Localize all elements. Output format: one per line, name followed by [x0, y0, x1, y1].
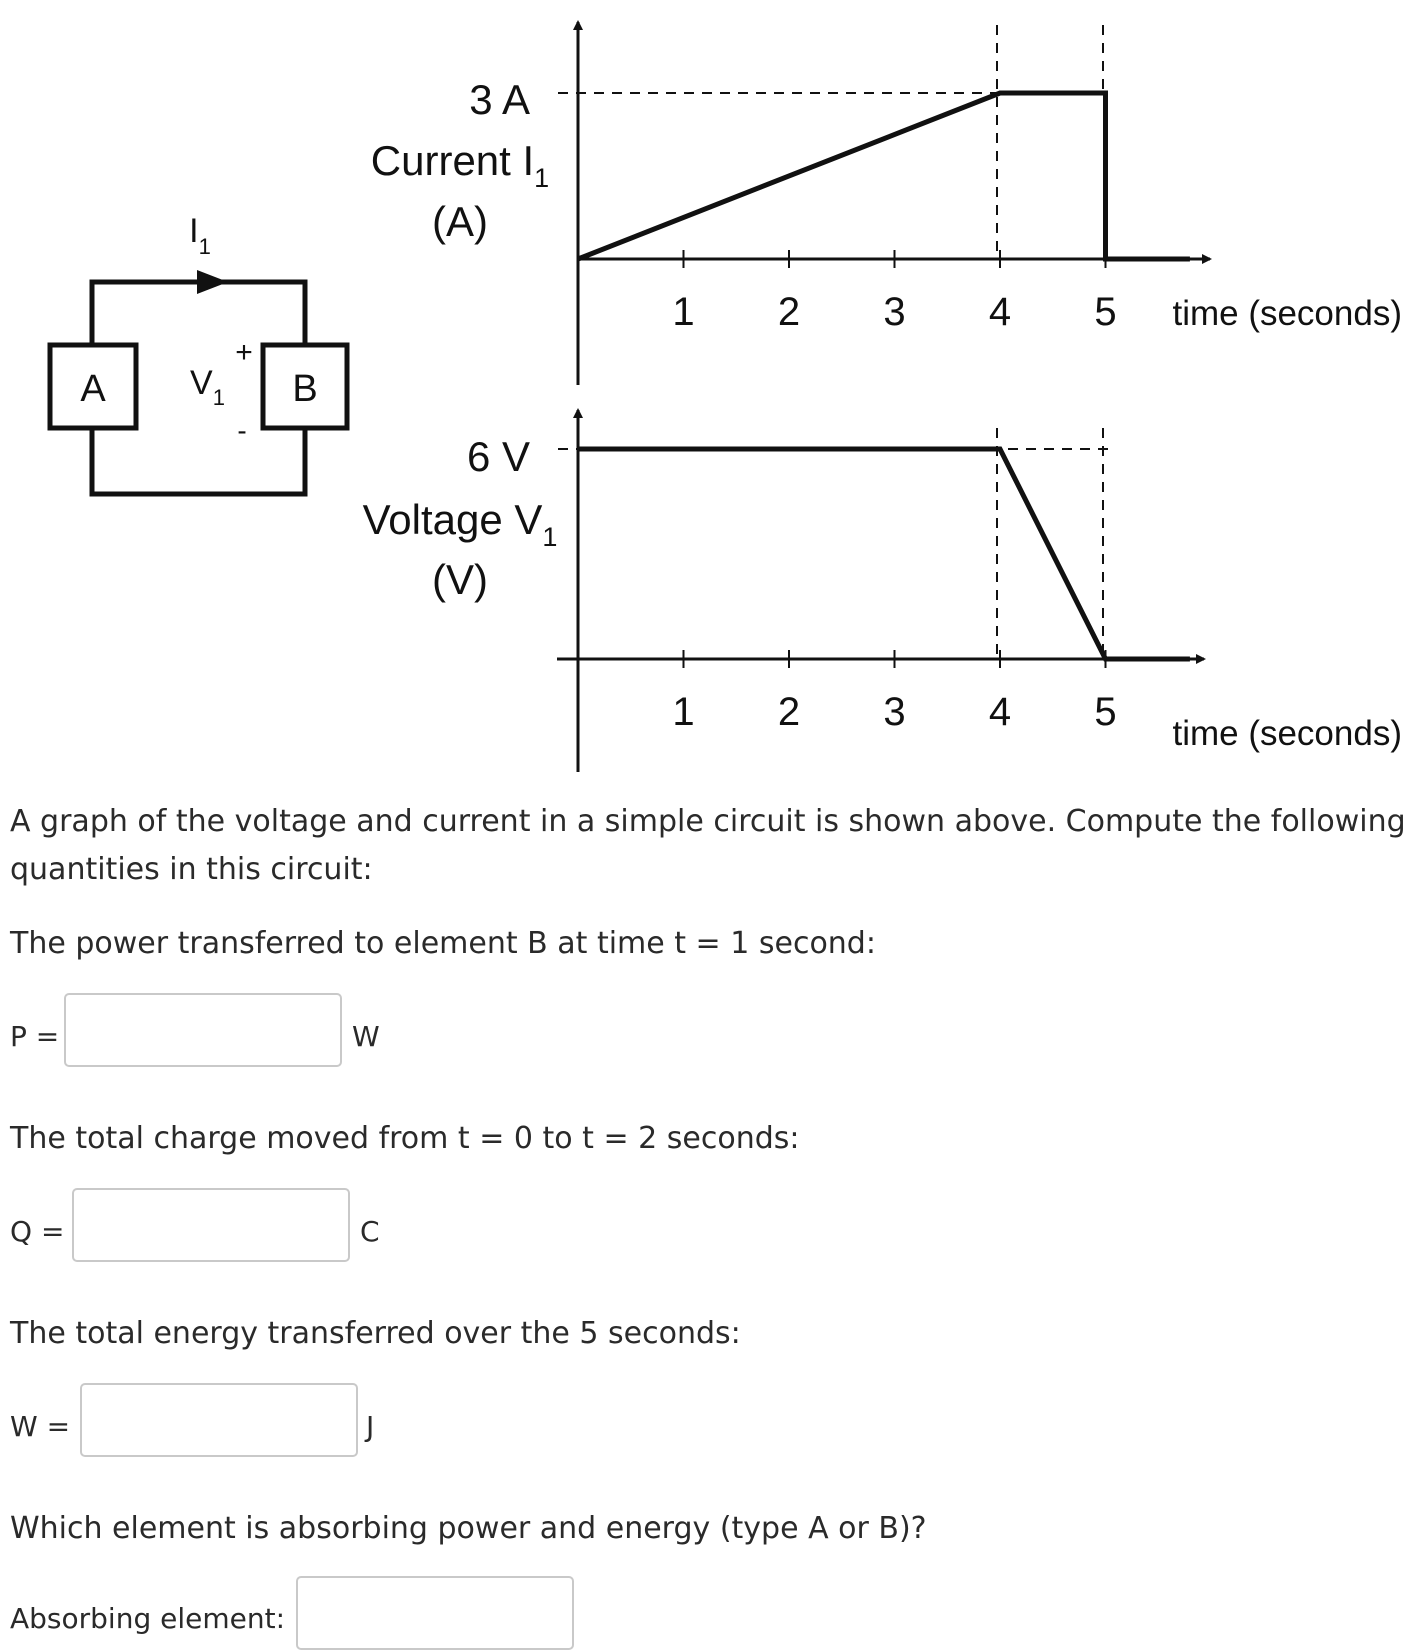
- circuit-diagram: [50, 212, 347, 494]
- current-y-unit: (A): [432, 198, 488, 245]
- circuit-voltage-label: $V_1$: [190, 364, 225, 410]
- question-power-prompt: The power transferred to element B at time t = 1 second:: [10, 926, 876, 961]
- element-b-label: B: [292, 368, 318, 410]
- energy-unit-label: J: [366, 1410, 375, 1443]
- element-a-label: A: [80, 368, 106, 410]
- question-energy-prompt: The total energy transferred over the 5 seconds:: [10, 1316, 741, 1351]
- circuit-figure: [0, 0, 1410, 790]
- voltage-tick-label-3: 3: [883, 690, 906, 734]
- current-y-label: Current $I_1$: [370, 137, 550, 193]
- power-unit-label: W: [352, 1020, 380, 1053]
- question-charge-prompt: The total charge moved from t = 0 to t = 2 seconds:: [10, 1121, 800, 1156]
- current-tick-label-5: 5: [1094, 290, 1117, 334]
- power-answer-input[interactable]: [64, 993, 342, 1067]
- charge-answer-label: Q =: [10, 1215, 65, 1248]
- current-chart: [371, 22, 1402, 385]
- energy-answer-input[interactable]: [80, 1383, 358, 1457]
- voltage-series-line: [578, 449, 1190, 659]
- question-intro-line2: quantities in this circuit:: [10, 852, 373, 887]
- voltage-tick-label-4: 4: [988, 690, 1012, 734]
- voltage-tick-label-5: 5: [1094, 690, 1117, 734]
- current-tick-label-4: 4: [988, 290, 1012, 334]
- current-tick-label-3: 3: [883, 290, 906, 334]
- energy-answer-label: W =: [10, 1410, 71, 1443]
- current-peak-label: 3 A: [469, 76, 530, 123]
- charge-answer-input[interactable]: [72, 1188, 350, 1262]
- voltage-tick-label-1: 1: [672, 690, 695, 734]
- current-direction-arrow: [197, 270, 228, 294]
- question-absorbing-prompt: Which element is absorbing power and energy (type A or B)?: [10, 1511, 927, 1546]
- circuit-wire-bottom: [92, 428, 305, 494]
- absorbing-answer-label: Absorbing element:: [10, 1602, 286, 1635]
- voltage-minus-sign: -: [237, 415, 247, 446]
- absorbing-answer-input[interactable]: [296, 1576, 574, 1650]
- voltage-tick-label-2: 2: [777, 690, 801, 734]
- voltage-y-unit: (V): [432, 556, 488, 603]
- power-answer-label: P =: [10, 1020, 60, 1053]
- voltage-plus-sign: +: [235, 336, 253, 369]
- voltage-peak-label: 6 V: [466, 433, 530, 480]
- voltage-x-label: time (seconds): [1172, 714, 1402, 753]
- voltage-chart: [363, 410, 1402, 772]
- circuit-current-label: $I_1$: [189, 212, 211, 259]
- current-x-ticks: [672, 250, 1116, 334]
- current-series-line: [578, 93, 1190, 259]
- current-tick-label-2: 2: [777, 290, 801, 334]
- voltage-x-ticks: [672, 650, 1116, 734]
- question-intro-line1: A graph of the voltage and current in a simple circuit is shown above. Compute the following: [10, 804, 1406, 839]
- current-x-label: time (seconds): [1172, 294, 1402, 333]
- charge-unit-label: C: [360, 1215, 380, 1248]
- current-tick-label-1: 1: [672, 290, 695, 334]
- voltage-y-label: Voltage $V_1$: [362, 496, 558, 552]
